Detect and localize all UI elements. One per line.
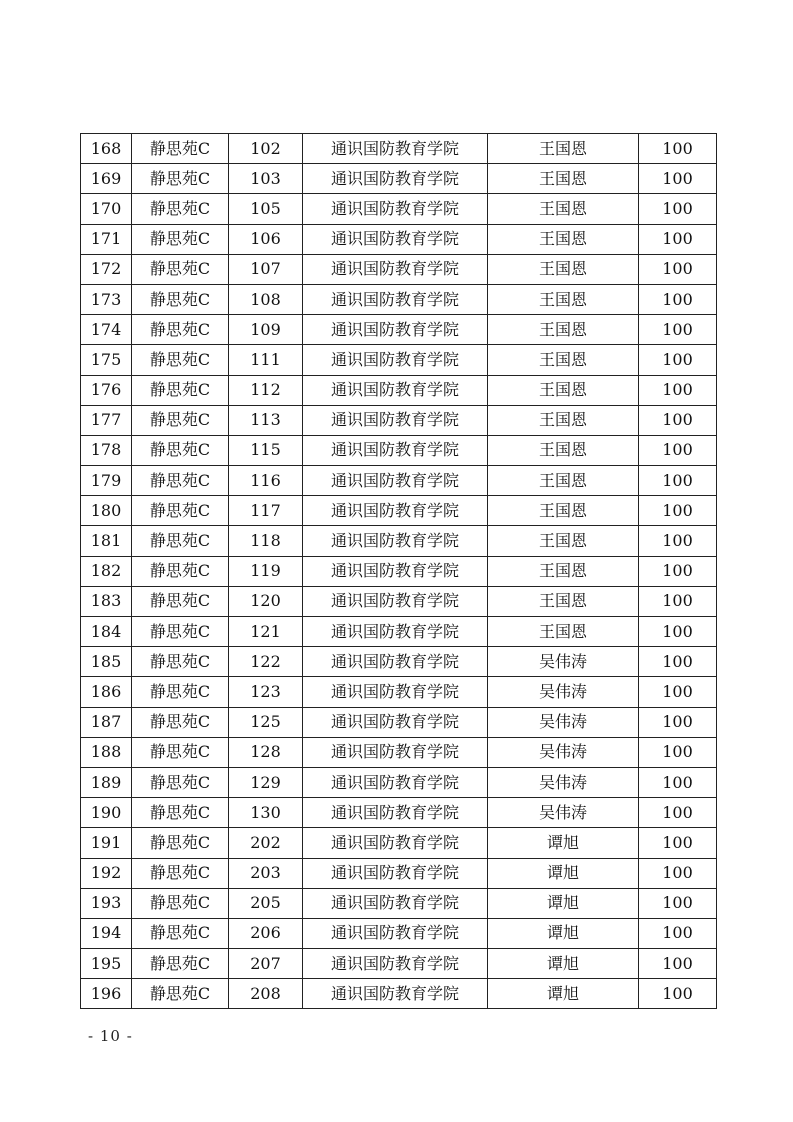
building-cell: 静思苑C bbox=[132, 918, 229, 948]
score-cell: 100 bbox=[639, 767, 717, 797]
room-number-cell: 123 bbox=[229, 677, 303, 707]
college-cell: 通识国防教育学院 bbox=[303, 345, 488, 375]
counselor-cell: 王国恩 bbox=[488, 194, 639, 224]
table-row bbox=[81, 435, 717, 465]
building-cell: 静思苑C bbox=[132, 737, 229, 767]
counselor-cell: 谭旭 bbox=[488, 828, 639, 858]
row-number-cell: 179 bbox=[81, 466, 132, 496]
counselor-cell: 王国恩 bbox=[488, 315, 639, 345]
score-cell: 100 bbox=[639, 375, 717, 405]
row-number-cell: 187 bbox=[81, 707, 132, 737]
college-cell: 通识国防教育学院 bbox=[303, 737, 488, 767]
row-number-cell: 181 bbox=[81, 526, 132, 556]
college-cell: 通识国防教育学院 bbox=[303, 647, 488, 677]
score-cell: 100 bbox=[639, 435, 717, 465]
room-number-cell: 105 bbox=[229, 194, 303, 224]
table-row bbox=[81, 556, 717, 586]
counselor-cell: 吴伟涛 bbox=[488, 647, 639, 677]
counselor-cell: 谭旭 bbox=[488, 979, 639, 1009]
counselor-cell: 吴伟涛 bbox=[488, 677, 639, 707]
counselor-cell: 谭旭 bbox=[488, 949, 639, 979]
counselor-cell: 王国恩 bbox=[488, 254, 639, 284]
row-number-cell: 194 bbox=[81, 918, 132, 948]
table-row bbox=[81, 737, 717, 767]
room-number-cell: 202 bbox=[229, 828, 303, 858]
table-row bbox=[81, 134, 717, 164]
table-row bbox=[81, 918, 717, 948]
table-row bbox=[81, 194, 717, 224]
building-cell: 静思苑C bbox=[132, 888, 229, 918]
table-row bbox=[81, 164, 717, 194]
room-number-cell: 115 bbox=[229, 435, 303, 465]
counselor-cell: 王国恩 bbox=[488, 164, 639, 194]
row-number-cell: 192 bbox=[81, 858, 132, 888]
college-cell: 通识国防教育学院 bbox=[303, 375, 488, 405]
table-row bbox=[81, 858, 717, 888]
counselor-cell: 吴伟涛 bbox=[488, 737, 639, 767]
college-cell: 通识国防教育学院 bbox=[303, 677, 488, 707]
score-cell: 100 bbox=[639, 979, 717, 1009]
row-number-cell: 174 bbox=[81, 315, 132, 345]
row-number-cell: 184 bbox=[81, 617, 132, 647]
row-number-cell: 168 bbox=[81, 134, 132, 164]
room-number-cell: 109 bbox=[229, 315, 303, 345]
row-number-cell: 178 bbox=[81, 435, 132, 465]
room-number-cell: 108 bbox=[229, 284, 303, 314]
counselor-cell: 王国恩 bbox=[488, 586, 639, 616]
building-cell: 静思苑C bbox=[132, 828, 229, 858]
building-cell: 静思苑C bbox=[132, 405, 229, 435]
building-cell: 静思苑C bbox=[132, 194, 229, 224]
score-cell: 100 bbox=[639, 647, 717, 677]
counselor-cell: 王国恩 bbox=[488, 526, 639, 556]
row-number-cell: 190 bbox=[81, 798, 132, 828]
counselor-cell: 吴伟涛 bbox=[488, 798, 639, 828]
building-cell: 静思苑C bbox=[132, 647, 229, 677]
building-cell: 静思苑C bbox=[132, 375, 229, 405]
counselor-cell: 吴伟涛 bbox=[488, 707, 639, 737]
room-number-cell: 106 bbox=[229, 224, 303, 254]
building-cell: 静思苑C bbox=[132, 496, 229, 526]
row-number-cell: 186 bbox=[81, 677, 132, 707]
score-cell: 100 bbox=[639, 617, 717, 647]
college-cell: 通识国防教育学院 bbox=[303, 918, 488, 948]
counselor-cell: 王国恩 bbox=[488, 224, 639, 254]
score-cell: 100 bbox=[639, 586, 717, 616]
score-cell: 100 bbox=[639, 888, 717, 918]
table-row bbox=[81, 375, 717, 405]
building-cell: 静思苑C bbox=[132, 164, 229, 194]
score-cell: 100 bbox=[639, 164, 717, 194]
row-number-cell: 193 bbox=[81, 888, 132, 918]
row-number-cell: 172 bbox=[81, 254, 132, 284]
room-number-cell: 111 bbox=[229, 345, 303, 375]
score-cell: 100 bbox=[639, 526, 717, 556]
score-cell: 100 bbox=[639, 798, 717, 828]
table-row bbox=[81, 466, 717, 496]
college-cell: 通识国防教育学院 bbox=[303, 435, 488, 465]
building-cell: 静思苑C bbox=[132, 526, 229, 556]
college-cell: 通识国防教育学院 bbox=[303, 405, 488, 435]
counselor-cell: 谭旭 bbox=[488, 918, 639, 948]
room-number-cell: 102 bbox=[229, 134, 303, 164]
score-cell: 100 bbox=[639, 466, 717, 496]
row-number-cell: 169 bbox=[81, 164, 132, 194]
score-cell: 100 bbox=[639, 918, 717, 948]
building-cell: 静思苑C bbox=[132, 466, 229, 496]
counselor-cell: 王国恩 bbox=[488, 284, 639, 314]
building-cell: 静思苑C bbox=[132, 858, 229, 888]
building-cell: 静思苑C bbox=[132, 315, 229, 345]
score-cell: 100 bbox=[639, 707, 717, 737]
table-row bbox=[81, 707, 717, 737]
college-cell: 通识国防教育学院 bbox=[303, 254, 488, 284]
building-cell: 静思苑C bbox=[132, 949, 229, 979]
table-row bbox=[81, 315, 717, 345]
room-number-cell: 208 bbox=[229, 979, 303, 1009]
dormitory-table bbox=[80, 133, 717, 1009]
college-cell: 通识国防教育学院 bbox=[303, 617, 488, 647]
college-cell: 通识国防教育学院 bbox=[303, 979, 488, 1009]
row-number-cell: 196 bbox=[81, 979, 132, 1009]
table-row bbox=[81, 224, 717, 254]
table-row bbox=[81, 949, 717, 979]
row-number-cell: 189 bbox=[81, 767, 132, 797]
college-cell: 通识国防教育学院 bbox=[303, 224, 488, 254]
college-cell: 通识国防教育学院 bbox=[303, 828, 488, 858]
table-row bbox=[81, 496, 717, 526]
score-cell: 100 bbox=[639, 677, 717, 707]
score-cell: 100 bbox=[639, 345, 717, 375]
building-cell: 静思苑C bbox=[132, 767, 229, 797]
score-cell: 100 bbox=[639, 496, 717, 526]
room-number-cell: 120 bbox=[229, 586, 303, 616]
college-cell: 通识国防教育学院 bbox=[303, 164, 488, 194]
room-number-cell: 128 bbox=[229, 737, 303, 767]
building-cell: 静思苑C bbox=[132, 224, 229, 254]
score-cell: 100 bbox=[639, 254, 717, 284]
room-number-cell: 125 bbox=[229, 707, 303, 737]
counselor-cell: 王国恩 bbox=[488, 617, 639, 647]
college-cell: 通识国防教育学院 bbox=[303, 526, 488, 556]
row-number-cell: 195 bbox=[81, 949, 132, 979]
counselor-cell: 吴伟涛 bbox=[488, 767, 639, 797]
room-number-cell: 117 bbox=[229, 496, 303, 526]
table-row bbox=[81, 888, 717, 918]
college-cell: 通识国防教育学院 bbox=[303, 858, 488, 888]
counselor-cell: 王国恩 bbox=[488, 435, 639, 465]
table-row bbox=[81, 677, 717, 707]
building-cell: 静思苑C bbox=[132, 707, 229, 737]
row-number-cell: 191 bbox=[81, 828, 132, 858]
college-cell: 通识国防教育学院 bbox=[303, 496, 488, 526]
room-number-cell: 206 bbox=[229, 918, 303, 948]
counselor-cell: 王国恩 bbox=[488, 375, 639, 405]
counselor-cell: 王国恩 bbox=[488, 496, 639, 526]
row-number-cell: 185 bbox=[81, 647, 132, 677]
table-row bbox=[81, 767, 717, 797]
table-row bbox=[81, 828, 717, 858]
room-number-cell: 119 bbox=[229, 556, 303, 586]
table-row bbox=[81, 979, 717, 1009]
building-cell: 静思苑C bbox=[132, 556, 229, 586]
room-number-cell: 118 bbox=[229, 526, 303, 556]
college-cell: 通识国防教育学院 bbox=[303, 707, 488, 737]
college-cell: 通识国防教育学院 bbox=[303, 767, 488, 797]
table-row bbox=[81, 798, 717, 828]
table-row bbox=[81, 526, 717, 556]
score-cell: 100 bbox=[639, 858, 717, 888]
counselor-cell: 王国恩 bbox=[488, 556, 639, 586]
table-row bbox=[81, 586, 717, 616]
building-cell: 静思苑C bbox=[132, 134, 229, 164]
room-number-cell: 116 bbox=[229, 466, 303, 496]
college-cell: 通识国防教育学院 bbox=[303, 466, 488, 496]
score-cell: 100 bbox=[639, 224, 717, 254]
score-cell: 100 bbox=[639, 194, 717, 224]
row-number-cell: 175 bbox=[81, 345, 132, 375]
building-cell: 静思苑C bbox=[132, 345, 229, 375]
building-cell: 静思苑C bbox=[132, 284, 229, 314]
room-number-cell: 121 bbox=[229, 617, 303, 647]
score-cell: 100 bbox=[639, 556, 717, 586]
counselor-cell: 王国恩 bbox=[488, 466, 639, 496]
table-row bbox=[81, 617, 717, 647]
room-number-cell: 112 bbox=[229, 375, 303, 405]
counselor-cell: 谭旭 bbox=[488, 858, 639, 888]
page-number: - 10 - bbox=[88, 1027, 133, 1045]
building-cell: 静思苑C bbox=[132, 979, 229, 1009]
table-row bbox=[81, 254, 717, 284]
room-number-cell: 129 bbox=[229, 767, 303, 797]
room-number-cell: 113 bbox=[229, 405, 303, 435]
dormitory-table-body bbox=[81, 134, 717, 1009]
college-cell: 通识国防教育学院 bbox=[303, 556, 488, 586]
table-row bbox=[81, 405, 717, 435]
college-cell: 通识国防教育学院 bbox=[303, 284, 488, 314]
building-cell: 静思苑C bbox=[132, 617, 229, 647]
row-number-cell: 183 bbox=[81, 586, 132, 616]
table-row bbox=[81, 647, 717, 677]
table-row bbox=[81, 345, 717, 375]
college-cell: 通识国防教育学院 bbox=[303, 315, 488, 345]
score-cell: 100 bbox=[639, 737, 717, 767]
score-cell: 100 bbox=[639, 949, 717, 979]
row-number-cell: 177 bbox=[81, 405, 132, 435]
college-cell: 通识国防教育学院 bbox=[303, 194, 488, 224]
college-cell: 通识国防教育学院 bbox=[303, 949, 488, 979]
room-number-cell: 103 bbox=[229, 164, 303, 194]
row-number-cell: 171 bbox=[81, 224, 132, 254]
row-number-cell: 176 bbox=[81, 375, 132, 405]
building-cell: 静思苑C bbox=[132, 586, 229, 616]
score-cell: 100 bbox=[639, 828, 717, 858]
counselor-cell: 谭旭 bbox=[488, 888, 639, 918]
college-cell: 通识国防教育学院 bbox=[303, 134, 488, 164]
score-cell: 100 bbox=[639, 284, 717, 314]
score-cell: 100 bbox=[639, 405, 717, 435]
room-number-cell: 203 bbox=[229, 858, 303, 888]
score-cell: 100 bbox=[639, 134, 717, 164]
building-cell: 静思苑C bbox=[132, 254, 229, 284]
college-cell: 通识国防教育学院 bbox=[303, 586, 488, 616]
room-number-cell: 207 bbox=[229, 949, 303, 979]
college-cell: 通识国防教育学院 bbox=[303, 888, 488, 918]
row-number-cell: 173 bbox=[81, 284, 132, 314]
row-number-cell: 182 bbox=[81, 556, 132, 586]
room-number-cell: 107 bbox=[229, 254, 303, 284]
row-number-cell: 180 bbox=[81, 496, 132, 526]
room-number-cell: 205 bbox=[229, 888, 303, 918]
room-number-cell: 130 bbox=[229, 798, 303, 828]
room-number-cell: 122 bbox=[229, 647, 303, 677]
college-cell: 通识国防教育学院 bbox=[303, 798, 488, 828]
building-cell: 静思苑C bbox=[132, 435, 229, 465]
score-cell: 100 bbox=[639, 315, 717, 345]
table-row bbox=[81, 284, 717, 314]
counselor-cell: 王国恩 bbox=[488, 134, 639, 164]
row-number-cell: 188 bbox=[81, 737, 132, 767]
counselor-cell: 王国恩 bbox=[488, 405, 639, 435]
counselor-cell: 王国恩 bbox=[488, 345, 639, 375]
building-cell: 静思苑C bbox=[132, 677, 229, 707]
row-number-cell: 170 bbox=[81, 194, 132, 224]
building-cell: 静思苑C bbox=[132, 798, 229, 828]
